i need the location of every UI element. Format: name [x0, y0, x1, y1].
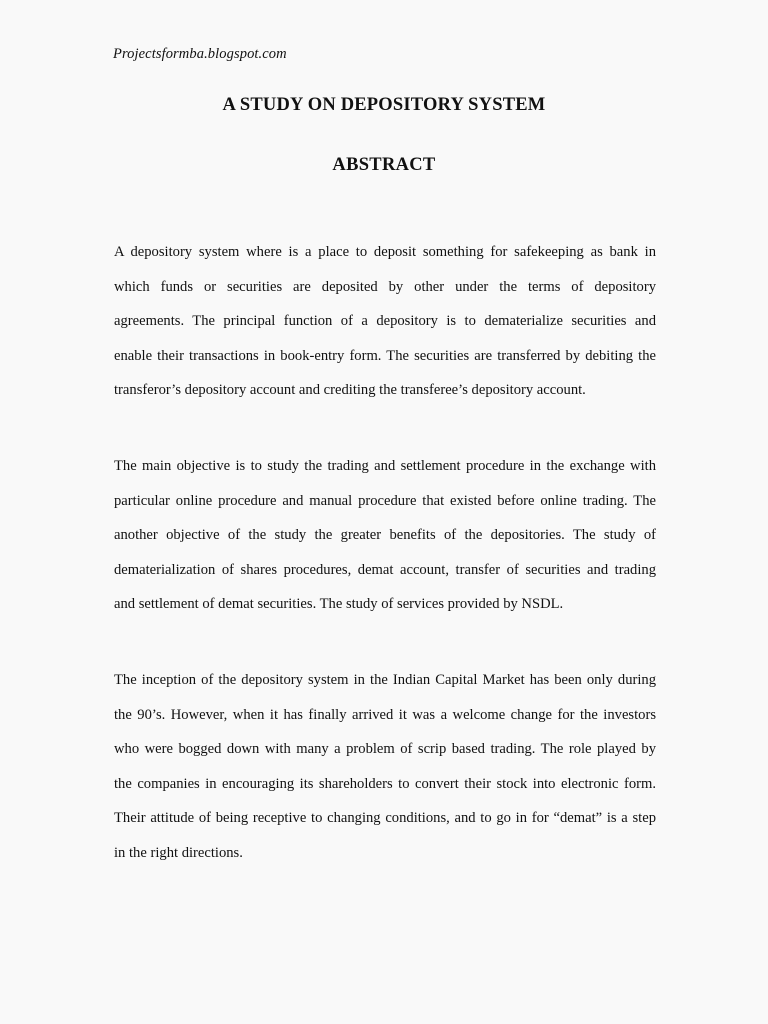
paragraph-line: dematerialization of shares procedures, demat account, transfer of securities and trading	[114, 561, 656, 578]
header-site-url: Projectsformba.blogspot.com	[113, 46, 287, 62]
paragraph-line: enable their transactions in book-entry form. The securities are transferred by debiting the	[114, 347, 656, 364]
paragraph-line: particular online procedure and manual procedure that existed before online trading. The	[114, 492, 656, 509]
paragraph-line: in the right directions.	[114, 844, 243, 861]
paragraph-line: The main objective is to study the trading and settlement procedure in the exchange with	[114, 458, 656, 474]
paragraph-line: who were bogged down with many a problem of scrip based trading. The role played by	[114, 741, 656, 757]
paragraph-3	[114, 663, 656, 870]
paragraph-line: the 90’s. However, when it has finally arrived it was a welcome change for the investors	[114, 706, 656, 723]
paragraph-line: A depository system where is a place to deposit something for safekeeping as bank in	[114, 244, 656, 260]
document-title: A STUDY ON DEPOSITORY SYSTEM	[222, 95, 546, 115]
paragraph-line: the companies in encouraging its shareholders to convert their stock into electronic form.	[114, 775, 656, 792]
paragraph-1	[114, 235, 656, 408]
section-heading-abstract: ABSTRACT	[332, 155, 436, 175]
paragraph-line: another objective of the study the greater benefits of the depositories. The study of	[114, 527, 656, 543]
paragraph-line: The inception of the depository system in the Indian Capital Market has been only during	[114, 672, 656, 688]
paragraph-line: Their attitude of being receptive to changing conditions, and to go in for “demat” is a step	[114, 810, 656, 826]
paragraph-line: which funds or securities are deposited by other under the terms of depository	[114, 278, 656, 295]
paragraph-line: agreements. The principal function of a depository is to dematerialize securities and	[114, 313, 656, 329]
paragraph-line: transferor’s depository account and crediting the transferee’s depository account.	[114, 382, 586, 398]
paragraph-2	[114, 449, 656, 622]
paragraph-line: and settlement of demat securities. The study of services provided by NSDL.	[114, 596, 564, 612]
